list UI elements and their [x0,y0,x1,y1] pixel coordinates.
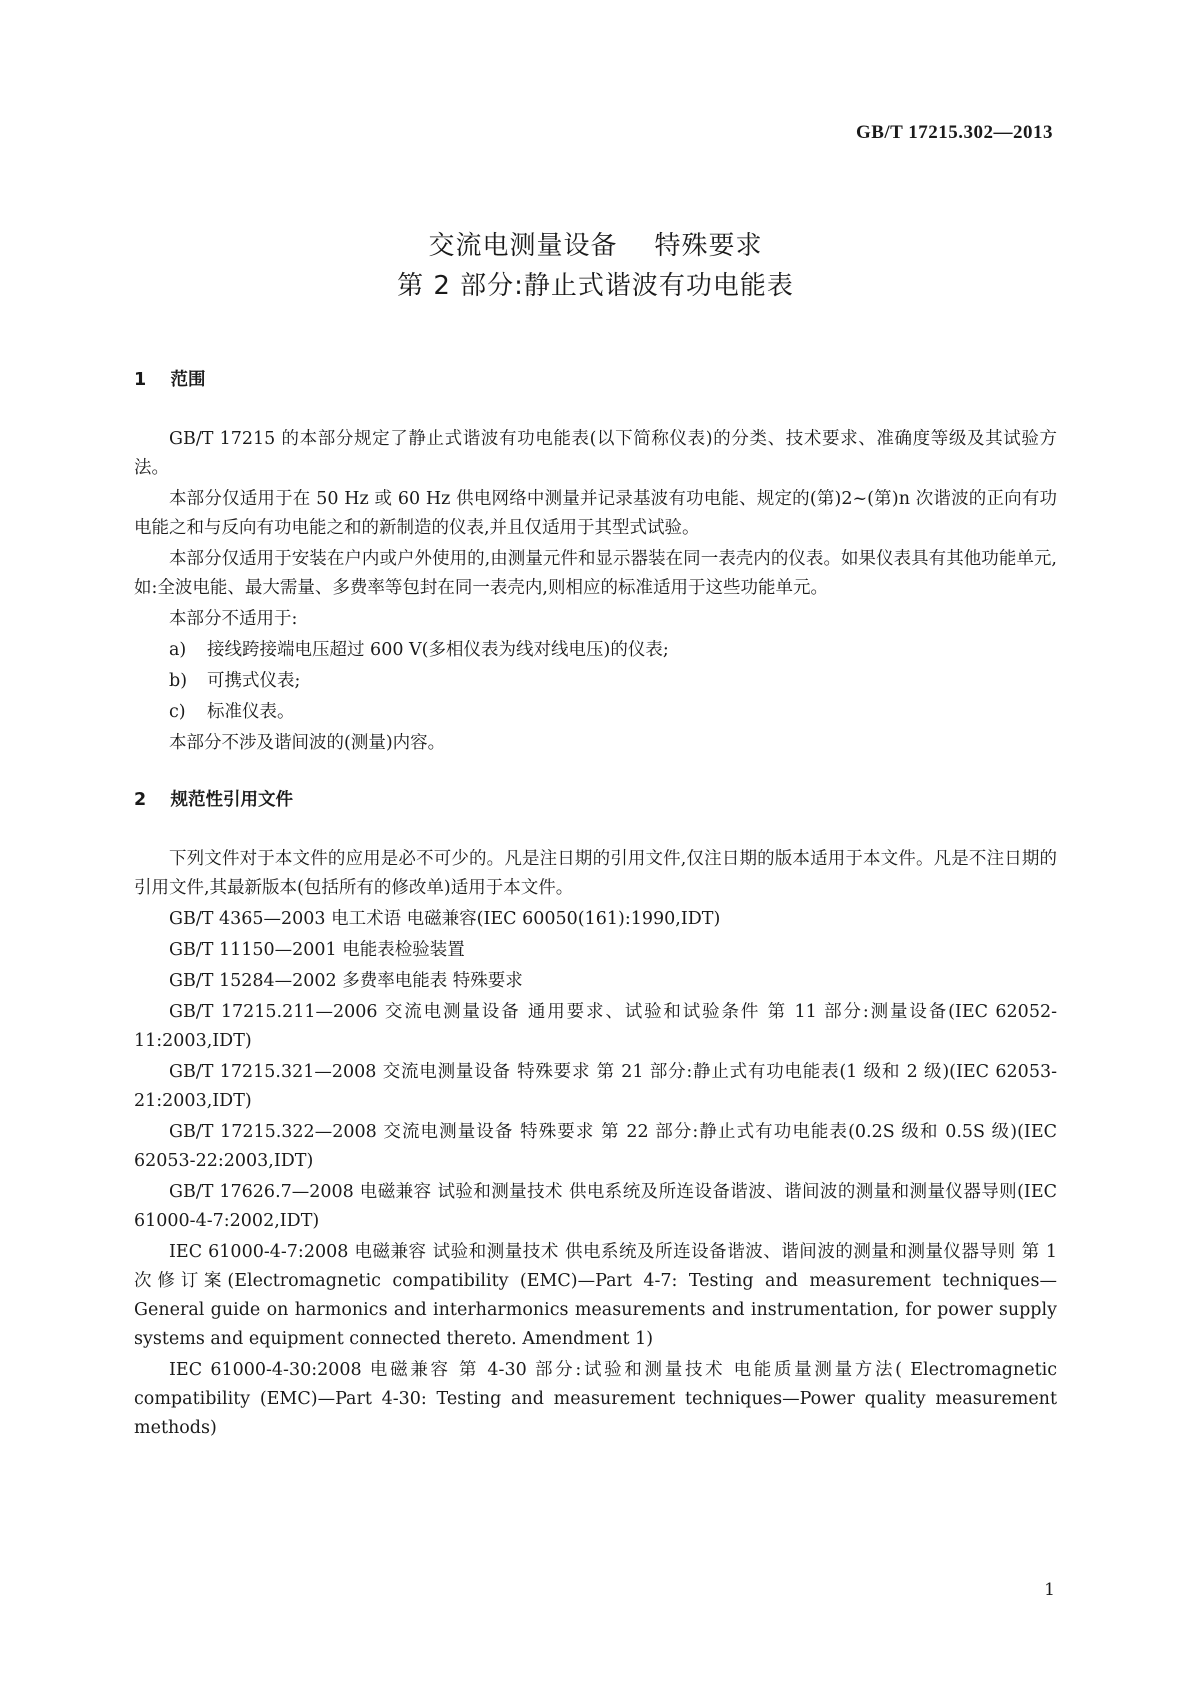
reference-entry: IEC 61000-4-7:2008 电磁兼容 试验和测量技术 供电系统及所连设备谐波、谐间波的测量和测量仪器导则 第 1 次修订案(Electromagnetic compatibility (EMC)—Part 4-7: Testing and measurement techniques—General guide on harmonics and interharmonics measurements and instrumentation, for power supply systems and equipment connected thereto. Amendment 1) [134,1242,1057,1349]
title-line-2: 第 2 部分:静止式谐波有功电能表 [397,271,794,301]
list-item-text: 接线跨接端电压超过 600 V(多相仪表为线对线电压)的仪表; [207,640,669,660]
list-item-label: c) [169,702,186,722]
reference-entry: GB/T 15284—2002 多费率电能表 特殊要求 [169,971,523,991]
list-item [134,667,1057,696]
list-item-text: 可携式仪表; [207,671,301,691]
reference-entry: GB/T 17215.211—2006 交流电测量设备 通用要求、试验和试验条件 第 11 部分:测量设备(IEC 62052-11:2003,IDT) [134,1002,1057,1051]
title-line-1: 交流电测量设备 特殊要求 [428,231,763,261]
list-item-text: 标准仪表。 [207,702,295,722]
paragraph: 下列文件对于本文件的应用是必不可少的。凡是注日期的引用文件,仅注日期的版本适用于本文件。凡是不注日期的引用文件,其最新版本(包括所有的修改单)适用于本文件。 [134,849,1057,898]
reference-entry: GB/T 11150—2001 电能表检验装置 [169,940,465,960]
paragraph: GB/T 17215 的本部分规定了静止式谐波有功电能表(以下简称仪表)的分类、技术要求、准确度等级及其试验方法。 [134,429,1057,478]
list-item [134,698,1057,727]
reference-entry: IEC 61000-4-30:2008 电磁兼容 第 4-30 部分:试验和测量技术 电能质量测量方法( Electromagnetic compatibility (EMC)—Part 4-30: Testing and measurement techniques—Power quality measurement methods) [134,1360,1057,1438]
document-title [0,226,1191,306]
reference-entry: GB/T 17626.7—2008 电磁兼容 试验和测量技术 供电系统及所连设备谐波、谐间波的测量和测量仪器导则(IEC 61000-4-7:2002,IDT) [134,1182,1057,1231]
paragraph: 本部分仅适用于在 50 Hz 或 60 Hz 供电网络中测量并记录基波有功电能、规定的(第)2~(第)n 次谐波的正向有功电能之和与反向有功电能之和的新制造的仪表,并且仅适用于其型式试验。 [134,489,1057,538]
section-1-heading: 1 范围 [134,370,206,390]
standard-code: GB/T 17215.302—2013 [855,122,1053,143]
reference-entry: GB/T 4365—2003 电工术语 电磁兼容(IEC 60050(161):1990,IDT) [169,909,721,929]
list-item-label: b) [169,671,188,691]
paragraph: 本部分不涉及谐间波的(测量)内容。 [169,733,446,753]
list-item [134,636,1057,665]
paragraph: 本部分不适用于: [169,609,298,629]
page-number: 1 [1044,1580,1055,1600]
list-item-label: a) [169,640,187,660]
section-2-heading: 2 规范性引用文件 [134,790,294,810]
document-body [134,366,1057,1445]
reference-entry: GB/T 17215.322—2008 交流电测量设备 特殊要求 第 22 部分:静止式有功电能表(0.2S 级和 0.5S 级)(IEC 62053-22:2003,IDT) [134,1122,1057,1171]
paragraph: 本部分仅适用于安装在户内或户外使用的,由测量元件和显示器装在同一表壳内的仪表。如果仪表具有其他功能单元,如:全波电能、最大需量、多费率等包封在同一表壳内,则相应的标准适用于这些功能单元。 [134,549,1057,598]
reference-entry: GB/T 17215.321—2008 交流电测量设备 特殊要求 第 21 部分:静止式有功电能表(1 级和 2 级)(IEC 62053-21:2003,IDT) [134,1062,1057,1111]
